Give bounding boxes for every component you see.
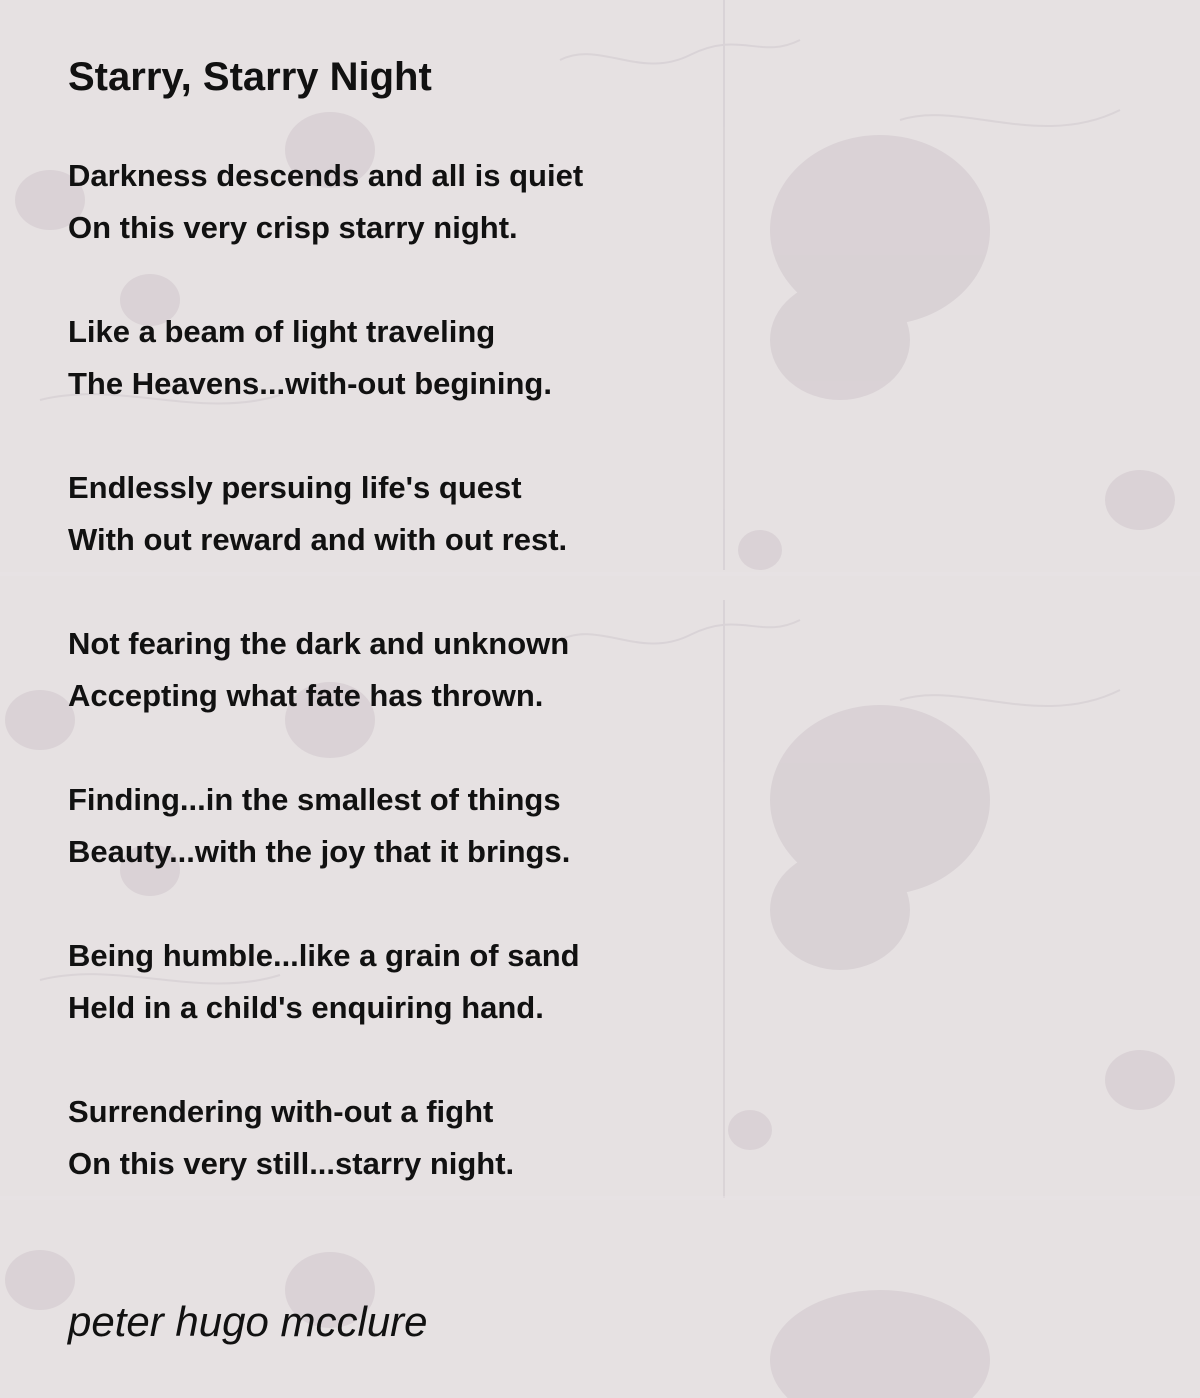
poem-line: On this very still...starry night. — [68, 1146, 515, 1181]
poem-author: peter hugo mcclure — [68, 1298, 428, 1345]
stanza-4 — [68, 618, 968, 774]
poem-line: Endlessly persuing life's quest — [68, 470, 522, 505]
stanza-2 — [68, 306, 968, 462]
poem-line: The Heavens...with-out begining. — [68, 366, 552, 401]
stanza-6 — [68, 930, 968, 1086]
poem-title: Starry, Starry Night — [68, 55, 432, 99]
stanza-1 — [68, 150, 968, 306]
poem-line: Not fearing the dark and unknown — [68, 626, 570, 661]
poem-line: Darkness descends and all is quiet — [68, 158, 584, 193]
poem-body — [68, 150, 968, 1242]
stanza-5 — [68, 774, 968, 930]
poem-line: Finding...in the smallest of things — [68, 782, 561, 817]
poem-line: On this very crisp starry night. — [68, 210, 518, 245]
poem-line: Accepting what fate has thrown. — [68, 678, 544, 713]
poem-line: Like a beam of light traveling — [68, 314, 496, 349]
stanza-7 — [68, 1086, 968, 1242]
poem-line: With out reward and with out rest. — [68, 522, 568, 557]
poem-line: Being humble...like a grain of sand — [68, 938, 580, 973]
stanza-3 — [68, 462, 968, 618]
poem-line: Held in a child's enquiring hand. — [68, 990, 544, 1025]
poem-line: Surrendering with-out a fight — [68, 1094, 494, 1129]
poem-line: Beauty...with the joy that it brings. — [68, 834, 571, 869]
